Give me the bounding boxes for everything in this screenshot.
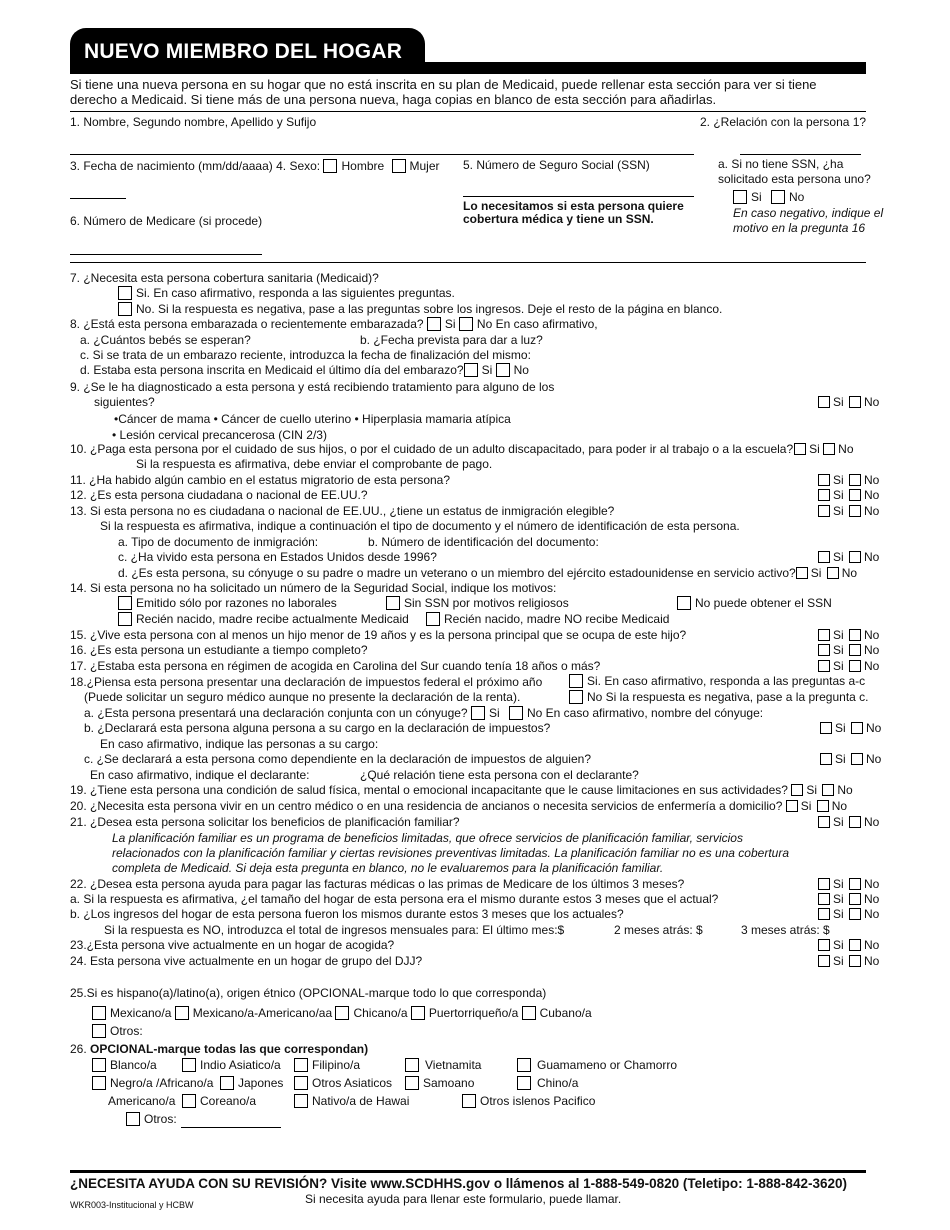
q22a-options [818, 892, 879, 907]
question-7: 7. ¿Necesita esta persona cobertura sanitaria (Medicaid)? [70, 271, 379, 285]
no-label: No [831, 799, 848, 813]
q20-label: 20. ¿Necesita esta persona vivir en un centro médico o en una residencia de ancianos o necesita servicios de enfermería a domicilio? [70, 799, 783, 813]
checkbox-q25-1[interactable] [92, 1006, 106, 1020]
no-label: No [864, 473, 880, 487]
no-label: No [864, 504, 880, 518]
checkbox-q13-si[interactable] [818, 505, 830, 517]
question-22b: b. ¿Los ingresos del hogar de esta persona fueron los mismos durante estos 3 meses que los actuales? [70, 907, 624, 921]
checkbox-q22a-no[interactable] [849, 893, 861, 905]
ssn-note-bold-1: Lo necesitamos si esta persona quiere [463, 199, 684, 213]
checkbox-q22b-si[interactable] [818, 908, 830, 920]
checkbox-q12-si[interactable] [818, 489, 830, 501]
page-title: NUEVO MIEMBRO DEL HOGAR [84, 40, 403, 63]
medicare-input-line[interactable] [70, 254, 262, 255]
q26-o13-label: Nativo/a de Hawai [312, 1094, 410, 1108]
field-label-dob [70, 159, 440, 174]
q26-option-15 [126, 1112, 177, 1127]
q14-option-3 [677, 596, 832, 611]
no-label: No [789, 190, 805, 204]
checkbox-q26-13[interactable] [294, 1094, 308, 1108]
checkbox-q25-4[interactable] [411, 1006, 425, 1020]
q19-label: 19. ¿Tiene esta persona una condición de salud física, mental o emocional incapacitante que le cause limitaciones en sus actividades? [70, 783, 788, 797]
checkbox-q25-5[interactable] [522, 1006, 536, 1020]
q26-o5-label: Guamameno or Chamorro [537, 1058, 678, 1072]
q26-o9-label: Samoano [423, 1076, 475, 1090]
checkbox-q24-si[interactable] [818, 955, 830, 967]
field-label-medicare: 6. Número de Medicare (si procede) [70, 214, 263, 228]
si-label: Si [833, 488, 844, 502]
q15-options [818, 628, 879, 643]
divider [70, 111, 866, 112]
q25-o2-label: Mexicano/a-Americano/aa [192, 1006, 333, 1020]
q26-option-5 [517, 1058, 677, 1073]
q26-option-2 [182, 1058, 281, 1073]
checkbox-q18c-si[interactable] [820, 753, 832, 765]
q26-option-11: Americano/a [108, 1094, 176, 1108]
checkbox-q24-no[interactable] [849, 955, 861, 967]
question-24: 24. Esta persona vive actualmente en un hogar de grupo del DJJ? [70, 954, 423, 968]
q26-number: 26. [70, 1042, 87, 1056]
checkbox-q12-no[interactable] [849, 489, 861, 501]
name-input-line[interactable] [70, 154, 694, 155]
q12-options [818, 488, 879, 503]
checkbox-q22b-no[interactable] [849, 908, 861, 920]
question-13b: b. Número de identificación del documento: [368, 535, 599, 549]
no-label: No [864, 488, 880, 502]
checkbox-q14-5[interactable] [426, 612, 440, 626]
no-label: No [841, 566, 858, 580]
q18-no-option [569, 690, 869, 705]
checkbox-q26-15[interactable] [126, 1112, 140, 1126]
q24-options [818, 954, 879, 969]
si-label: Si [809, 442, 820, 456]
q26-o14-label: Otros islenos Pacifico [480, 1094, 596, 1108]
si-label: Si [833, 504, 844, 518]
ssn-note-2: motivo en la pregunta 16 [733, 221, 866, 235]
checkbox-q18c-no[interactable] [851, 753, 863, 765]
question-16: 16. ¿Es esta persona un estudiante a tiempo completo? [70, 643, 368, 657]
question-9-line4: • Lesión cervical precancerosa (CIN 2/3) [112, 428, 327, 442]
checkbox-ssn-no[interactable] [771, 190, 785, 204]
mujer-label: Mujer [409, 159, 440, 173]
checkbox-q7-si[interactable] [118, 286, 132, 300]
q7-si-option [118, 286, 455, 301]
q23-options [818, 938, 879, 953]
checkbox-q15-no[interactable] [849, 629, 861, 641]
checkbox-q25-6[interactable] [92, 1024, 106, 1038]
q17-options [818, 659, 879, 674]
divider [70, 262, 866, 263]
no-label: No [837, 783, 853, 797]
checkbox-q17-no[interactable] [849, 660, 861, 672]
question-25: 25.Si es hispano(a)/latino(a), origen étnico (OPCIONAL-marque todo lo que corresponda) [70, 986, 547, 1000]
si-label: Si [481, 363, 493, 377]
q22-month-2: 2 meses atrás: $ [614, 923, 703, 937]
question-9-line1: 9. ¿Se le ha diagnosticado a esta persona y está recibiendo tratamiento para alguno de los [70, 380, 555, 394]
si-label: Si [806, 783, 817, 797]
question-22a: a. Si la respuesta es afirmativa, ¿el tamaño del hogar de esta persona era el mismo durante estos 3 meses que el actual? [70, 892, 719, 906]
checkbox-q23-no[interactable] [849, 939, 861, 951]
q18-si-label: Si. En caso afirmativo, responda a las preguntas a-c [587, 674, 866, 688]
q13c-options [818, 550, 879, 565]
q14-o3-label: No puede obtener el SSN [695, 596, 832, 610]
checkbox-q26-14[interactable] [462, 1094, 476, 1108]
checkbox-q14-2[interactable] [386, 596, 400, 610]
q14-o2-label: Sin SSN por motivos religiosos [404, 596, 569, 610]
checkbox-q26-5[interactable] [517, 1058, 531, 1072]
q16-options [818, 643, 879, 658]
checkbox-q11-si[interactable] [818, 474, 830, 486]
question-21: 21. ¿Desea esta persona solicitar los beneficios de planificación familiar? [70, 815, 460, 829]
si-label: Si [833, 550, 844, 564]
no-label: No [864, 892, 880, 906]
question-13a: a. Tipo de documento de inmigración: [118, 535, 319, 549]
checkbox-q26-3[interactable] [294, 1058, 308, 1072]
q25-options-row2 [92, 1024, 143, 1039]
no-label: No [864, 815, 880, 829]
footer-rule [70, 1170, 866, 1173]
q8d-label: d. Estaba esta persona inscrita en Medicaid el último día del embarazo? [80, 363, 464, 377]
no-label: No [864, 628, 880, 642]
ssn-applied-options [733, 190, 804, 205]
checkbox-q18b-no[interactable] [851, 722, 863, 734]
q26-o7-label: Japones [238, 1076, 284, 1090]
no-label: No [864, 877, 880, 891]
field-label-relation: 2. ¿Relación con la persona 1? [700, 115, 867, 129]
q14-option-1 [118, 596, 337, 611]
checkbox-q21-no[interactable] [849, 816, 861, 828]
form-code: WKR003-Institucional y HCBW [70, 1200, 194, 1210]
question-9-line3: •Cáncer de mama • Cáncer de cuello uterino • Hiperplasia mamaria atípica [114, 412, 511, 426]
q18a-tail: En caso afirmativo, nombre del cónyuge: [545, 706, 764, 720]
si-label: Si [810, 566, 822, 580]
si-label: Si [833, 938, 844, 952]
q26-option-1 [92, 1058, 157, 1073]
question-18a [84, 706, 763, 721]
q14-option-4 [118, 612, 409, 627]
q9-options [818, 395, 879, 410]
checkbox-mujer[interactable] [392, 159, 406, 173]
no-label: No [864, 938, 880, 952]
checkbox-q11-no[interactable] [849, 474, 861, 486]
q7-no-option [118, 302, 722, 317]
q26-option-9 [405, 1076, 474, 1091]
no-label: No [864, 550, 880, 564]
si-label: Si [833, 907, 844, 921]
question-15: 15. ¿Vive esta persona con al menos un hijo menor de 19 años y es la persona principal que se ocupa de este hijo? [70, 628, 687, 642]
ssn-input-line[interactable] [463, 196, 694, 197]
q18c-relation: ¿Qué relación tiene esta persona con el declarante? [360, 768, 639, 782]
checkbox-q26-4[interactable] [405, 1058, 419, 1072]
checkbox-q26-2[interactable] [182, 1058, 196, 1072]
checkbox-q22a-si[interactable] [818, 893, 830, 905]
question-13: 13. Si esta persona no es ciudadana o nacional de EE.UU., ¿tiene un estatus de inmigración elegible? [70, 504, 615, 518]
no-label: No [864, 643, 880, 657]
checkbox-q13d-si[interactable] [796, 567, 808, 579]
question-20 [70, 799, 847, 814]
checkbox-q19-si[interactable] [791, 784, 803, 796]
question-8b: b. ¿Fecha prevista para dar a luz? [360, 333, 543, 347]
q13-note: Si la respuesta es afirmativa, indique a continuación el tipo de documento y el número de identificación de esta persona. [100, 519, 740, 533]
checkbox-q18a-si[interactable] [471, 706, 485, 720]
checkbox-q13c-no[interactable] [849, 551, 861, 563]
no-label: No [476, 317, 493, 331]
no-label: No [513, 363, 529, 377]
checkbox-q14-4[interactable] [118, 612, 132, 626]
q13-options [818, 504, 879, 519]
question-12: 12. ¿Es esta persona ciudadana o nacional de EE.UU.? [70, 488, 368, 502]
checkbox-q18-si[interactable] [569, 674, 583, 688]
q21-note-3: completa de Medicaid. Si deja esta pregunta en blanco, no le evaluaremos para la planificación familiar. [112, 861, 664, 875]
q8-tail: En caso afirmativo, [495, 317, 598, 331]
q22-income-note: Si la respuesta es NO, introduzca el total de ingresos mensuales para: El último mes:$ [104, 923, 565, 937]
checkbox-hombre[interactable] [323, 159, 337, 173]
si-label: Si [833, 892, 844, 906]
q18c-options [820, 752, 881, 767]
checkbox-q26-1[interactable] [92, 1058, 106, 1072]
no-label: No [838, 442, 854, 456]
checkbox-q18a-no[interactable] [509, 706, 523, 720]
q26-option-3 [294, 1058, 360, 1073]
checkbox-q14-1[interactable] [118, 596, 132, 610]
q18b-note: En caso afirmativo, indique las personas a su cargo: [100, 737, 379, 751]
q21-note-2: relacionados con la planificación familiar y ciertas revisiones preventivas limitadas. La planificación familiar no es una cobertura [112, 846, 790, 860]
q26-option-14 [462, 1094, 595, 1109]
q26-option-8 [294, 1076, 392, 1091]
question-13c: c. ¿Ha vivido esta persona en Estados Unidos desde 1996? [118, 550, 437, 564]
q14-option-2 [386, 596, 569, 611]
q14-o4-label: Recién nacido, madre recibe actualmente Medicaid [136, 612, 409, 626]
relation-input-line[interactable] [740, 154, 861, 155]
question-8a: a. ¿Cuántos bebés se esperan? [80, 333, 251, 347]
no-label: No [866, 721, 882, 735]
q26-o10-label: Chino/a [537, 1076, 579, 1090]
si-label: Si [833, 659, 844, 673]
q25-o1-label: Mexicano/a [110, 1006, 172, 1020]
checkbox-q26-10[interactable] [517, 1076, 531, 1090]
si-label: Si [833, 954, 844, 968]
q26-o12-label: Coreano/a [200, 1094, 257, 1108]
q22-options [818, 877, 879, 892]
checkbox-q23-si[interactable] [818, 939, 830, 951]
q13d-label: d. ¿Es esta persona, su cónyuge o su padre o madre un veterano o un miembro del ejército estadounidense en servicio activo? [118, 566, 796, 580]
question-17: 17. ¿Estaba esta persona en régimen de acogida en Carolina del Sur cuando tenía 18 años o más? [70, 659, 601, 673]
q14-o1-label: Emitido sólo por razones no laborales [136, 596, 337, 610]
no-label: No [526, 706, 543, 720]
checkbox-q17-si[interactable] [818, 660, 830, 672]
checkbox-q20-si[interactable] [786, 800, 798, 812]
si-label: Si [800, 799, 812, 813]
checkbox-q13c-si[interactable] [818, 551, 830, 563]
q25-o5-label: Cubano/a [539, 1006, 592, 1020]
si-label: Si [833, 473, 844, 487]
q21-note-1: La planificación familiar es un programa de beneficios limitadas, que ofrece servicios de planificación familiar, servicios [112, 831, 743, 845]
si-label: Si [751, 190, 762, 204]
q26-o1-label: Blanco/a [110, 1058, 157, 1072]
dob-input-line[interactable] [70, 198, 126, 199]
q7-no-label: No. Si la respuesta es negativa, pase a las preguntas sobre los ingresos. Deje el resto de la página en blanco. [136, 302, 723, 316]
q18-si-option [569, 674, 865, 689]
no-label: No [866, 752, 882, 766]
q26-o2-label: Indio Asiatico/a [200, 1058, 281, 1072]
q21-options [818, 815, 879, 830]
q11-options [818, 473, 879, 488]
checkbox-q14-3[interactable] [677, 596, 691, 610]
checkbox-q18b-si[interactable] [820, 722, 832, 734]
question-8d [80, 363, 529, 378]
q25-o4-label: Puertorriqueño/a [428, 1006, 519, 1020]
question-18-note: (Puede solicitar un seguro médico aunque no presente la declaración de la renta). [84, 690, 521, 704]
q10-label: 10. ¿Paga esta persona por el cuidado de sus hijos, o por el cuidado de un adulto discapacitado, para poder ir al trabajo o a la escuela? [70, 442, 794, 456]
question-26 [70, 1042, 368, 1057]
checkbox-q20-no[interactable] [817, 800, 829, 812]
q10-note: Si la respuesta es afirmativa, debe enviar el comprobante de pago. [136, 457, 493, 471]
checkbox-q8d-no[interactable] [496, 363, 510, 377]
q25-options-row1 [92, 1006, 592, 1021]
question-19 [70, 783, 853, 798]
checkbox-q13-no[interactable] [849, 505, 861, 517]
checkbox-q22-no[interactable] [849, 878, 861, 890]
q26-option-4 [405, 1058, 481, 1073]
q26-option-12 [182, 1094, 256, 1109]
q14-option-5 [426, 612, 669, 627]
checkbox-q21-si[interactable] [818, 816, 830, 828]
hombre-label: Hombre [341, 159, 385, 173]
q18b-options [820, 721, 881, 736]
q26-o6-label: Negro/a /Africano/a [110, 1076, 214, 1090]
no-label: No [864, 395, 880, 409]
dob-label: 3. Fecha de nacimiento (mm/dd/aaaa) 4. Sexo: [70, 159, 321, 173]
si-label: Si [835, 721, 846, 735]
checkbox-q25-2[interactable] [175, 1006, 189, 1020]
field-label-ssn: 5. Número de Seguro Social (SSN) [463, 158, 650, 172]
question-18: 18.¿Piensa esta persona presentar una declaración de impuestos federal el próximo año [70, 675, 543, 689]
q26-option-13 [294, 1094, 409, 1109]
q26-option-10 [517, 1076, 578, 1091]
si-label: Si [833, 395, 844, 409]
question-22: 22. ¿Desea esta persona ayuda para pagar las facturas médicas o las primas de Medicare de los últimos 3 meses? [70, 877, 685, 891]
question-14: 14. Si esta persona no ha solicitado un número de la Seguridad Social, indique los motivos: [70, 581, 557, 595]
checkbox-q16-si[interactable] [818, 644, 830, 656]
checkbox-q26-7[interactable] [220, 1076, 234, 1090]
question-8c: c. Si se trata de un embarazo reciente, introduzca la fecha de finalización del mismo: [80, 348, 531, 362]
checkbox-ssn-si[interactable] [733, 190, 747, 204]
intro-text: Si tiene una nueva persona en su hogar que no está inscrita en su plan de Medicaid, puede rellenar esta sección para ver si tiene derecho a Medicaid. Si tiene más de una persona nueva, haga copias en blanco de esta sección para añadirlas. [70, 77, 817, 107]
checkbox-q10-no[interactable] [823, 443, 835, 455]
q26-otros-input-line[interactable] [181, 1127, 281, 1128]
checkbox-q19-no[interactable] [822, 784, 834, 796]
si-label: Si [835, 752, 846, 766]
field-label-name: 1. Nombre, Segundo nombre, Apellido y Sufijo [70, 115, 317, 129]
q22b-options [818, 907, 879, 922]
no-label: No [864, 954, 880, 968]
q26-option-6 [92, 1076, 213, 1091]
checkbox-q26-6[interactable] [92, 1076, 106, 1090]
si-label: Si [833, 643, 844, 657]
q26-o15-label: Otros: [144, 1112, 177, 1126]
checkbox-q26-12[interactable] [182, 1094, 196, 1108]
ssn-note-bold-2: cobertura médica y tiene un SSN. [463, 212, 654, 226]
question-10 [70, 442, 854, 457]
checkbox-q18-no[interactable] [569, 690, 583, 704]
q18a-label: a. ¿Esta persona presentará una declaración conjunta con un cónyuge? [84, 706, 468, 720]
si-label: Si [444, 317, 456, 331]
q26-option-7 [220, 1076, 283, 1091]
question-18b: b. ¿Declarará esta persona alguna persona a su cargo en la declaración de impuestos? [84, 721, 551, 735]
checkbox-q9-no[interactable] [849, 396, 861, 408]
ssn-question-a2: solicitado esta persona uno? [718, 172, 871, 186]
no-label: No [864, 659, 880, 673]
checkbox-q13d-no[interactable] [827, 567, 839, 579]
question-23: 23.¿Esta persona vive actualmente en un hogar de acogida? [70, 938, 395, 952]
footer-subtext: Si necesita ayuda para llenar este formulario, puede llamar. [305, 1192, 622, 1206]
q26-label: OPCIONAL-marque todas las que correspondan) [90, 1042, 369, 1056]
q18c-note: En caso afirmativo, indique el declarante: [90, 768, 310, 782]
ssn-note-1: En caso negativo, indique el [733, 206, 884, 220]
q25-o3-label: Chicano/a [353, 1006, 408, 1020]
checkbox-q8d-si[interactable] [464, 363, 478, 377]
question-11: 11. ¿Ha habido algún cambio en el estatus migratorio de esta persona? [70, 473, 451, 487]
q7-si-label: Si. En caso afirmativo, responda a las siguientes preguntas. [136, 286, 455, 300]
checkbox-q26-9[interactable] [405, 1076, 419, 1090]
q26-o4-label: Vietnamita [425, 1058, 482, 1072]
question-9-line2: siguientes? [94, 395, 155, 409]
si-label: Si [833, 628, 844, 642]
checkbox-q22-si[interactable] [818, 878, 830, 890]
no-label: No [864, 907, 880, 921]
q22-month-3: 3 meses atrás: $ [741, 923, 830, 937]
checkbox-q10-si[interactable] [794, 443, 806, 455]
q25-o6-label: Otros: [110, 1024, 143, 1038]
checkbox-q8-no[interactable] [459, 317, 473, 331]
q26-o8-label: Otros Asiaticos [312, 1076, 393, 1090]
si-label: Si [833, 815, 844, 829]
q14-o5-label: Recién nacido, madre NO recibe Medicaid [444, 612, 670, 626]
si-label: Si [833, 877, 844, 891]
checkbox-q9-si[interactable] [818, 396, 830, 408]
question-18c: c. ¿Se declarará a esta persona como dependiente en la declaración de impuestos de alguien? [84, 752, 591, 766]
si-label: Si [488, 706, 500, 720]
q8-label: 8. ¿Está esta persona embarazada o recientemente embarazada? [70, 317, 424, 331]
ssn-question-a1: a. Si no tiene SSN, ¿ha [718, 157, 844, 171]
checkbox-q8-si[interactable] [427, 317, 441, 331]
checkbox-q25-3[interactable] [335, 1006, 349, 1020]
q18-no-label: No Si la respuesta es negativa, pase a la pregunta c. [587, 690, 869, 704]
checkbox-q7-no[interactable] [118, 302, 132, 316]
checkbox-q26-8[interactable] [294, 1076, 308, 1090]
question-13d [118, 566, 857, 581]
q26-o3-label: Filipino/a [312, 1058, 361, 1072]
checkbox-q15-si[interactable] [818, 629, 830, 641]
checkbox-q16-no[interactable] [849, 644, 861, 656]
question-8 [70, 317, 598, 332]
footer-help-text: ¿NECESITA AYUDA CON SU REVISIÓN? Visite www.SCDHHS.gov o llámenos al 1-888-549-0820 (Teletipo: 1-888-842-3620) [70, 1176, 847, 1191]
